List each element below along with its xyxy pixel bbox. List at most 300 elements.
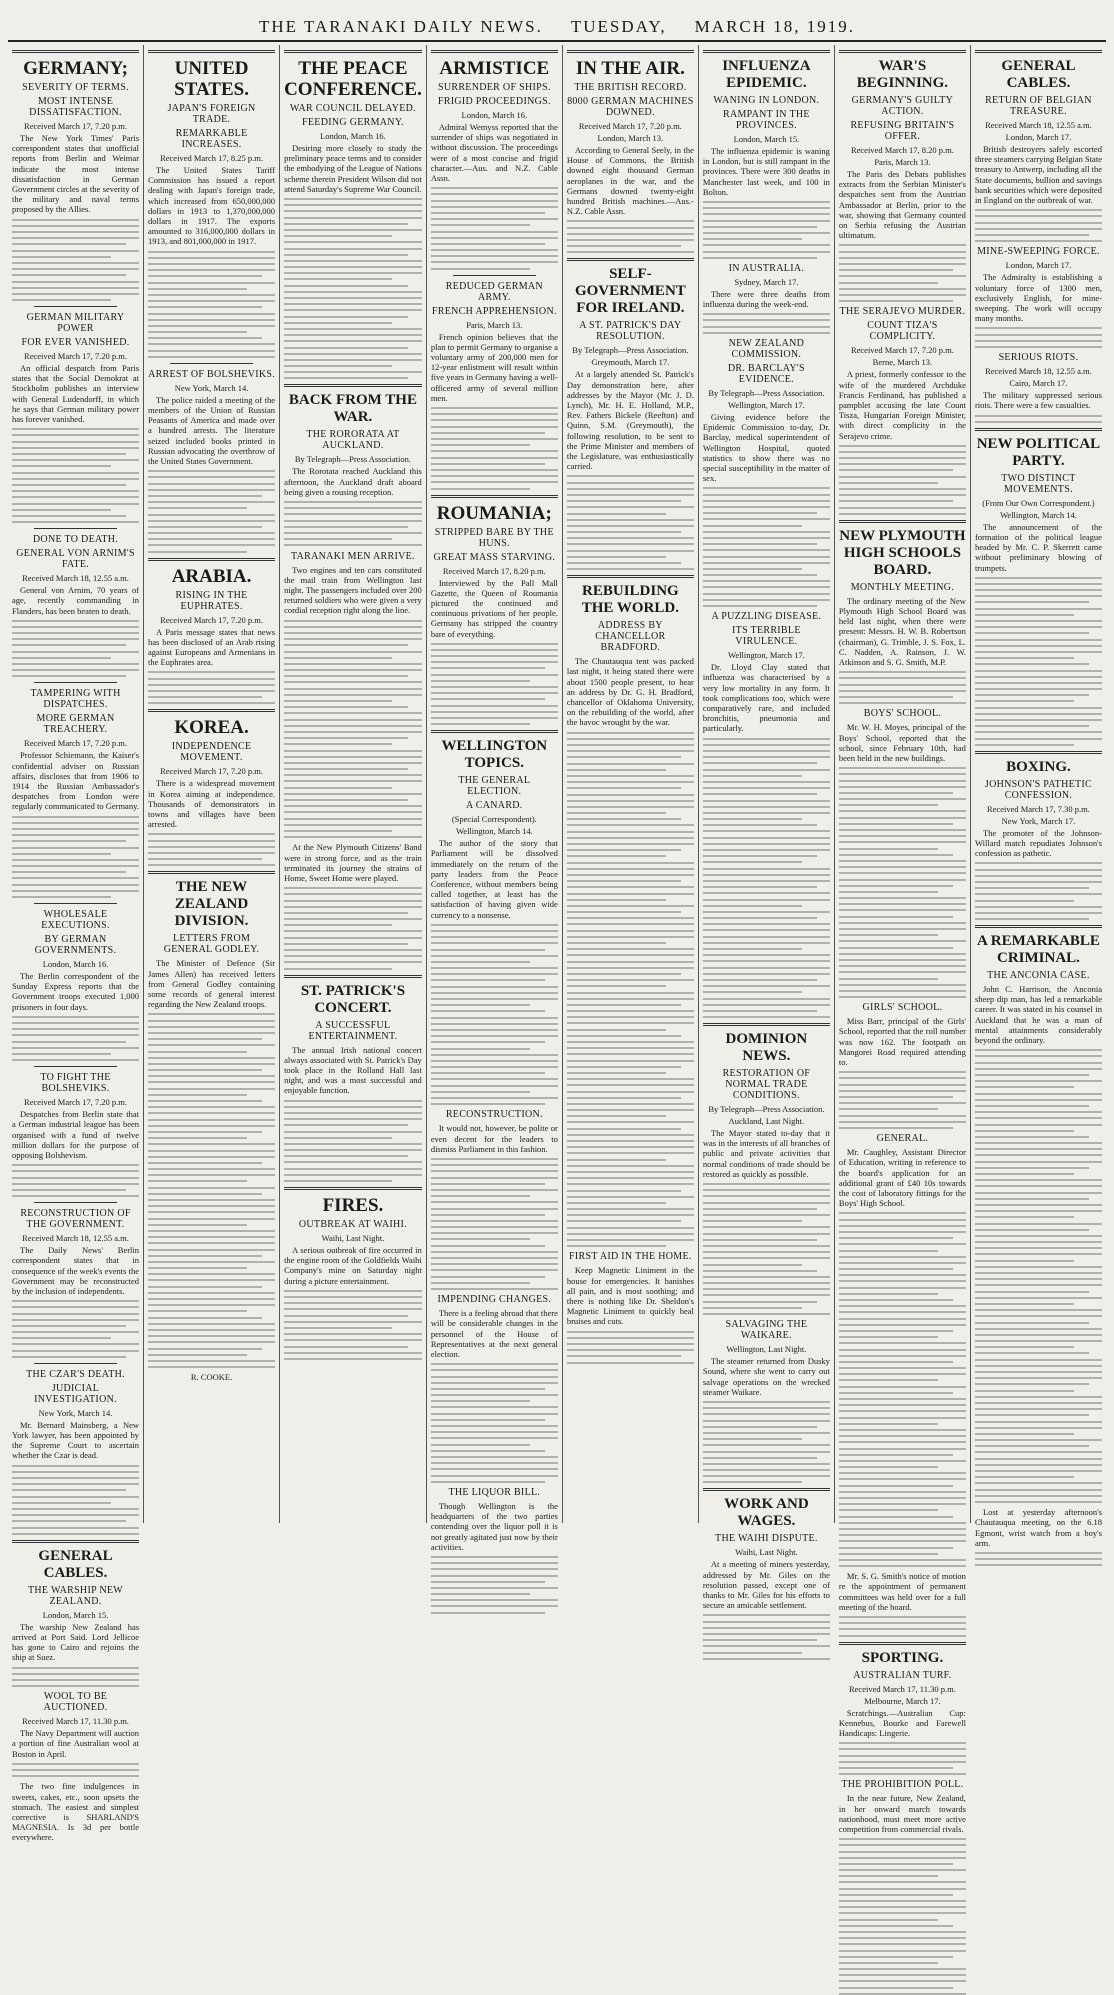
dateline: Melbourne, March 17.: [864, 1695, 941, 1706]
article-text: Despatches from Berlin state that a German industrial league has been organised with a fund of twelve million dollars for the purpose of opposing Bolshevism.: [12, 1109, 140, 1160]
dateline: London, March 13.: [597, 133, 664, 143]
subheading: THE CZAR'S DEATH.: [26, 1368, 125, 1380]
section-divider: [34, 306, 117, 307]
column-4: [426, 45, 562, 1552]
article-text: British destroyers safely escorted three steamers carrying Belgian State treasury to Antwerp, including all the State documents, bullion and savings bank securities which were deposited in England on the outbreak of war.: [974, 144, 1102, 206]
subheading: FRENCH APPREHENSION.: [431, 305, 557, 317]
headline-divider: [148, 871, 275, 874]
article-text: The military suppressed serious riots. There were a few casualties.: [974, 390, 1102, 411]
illegible-body-text: [12, 219, 139, 301]
dateline: London, March 15.: [733, 134, 800, 144]
illegible-body-text: [703, 313, 830, 334]
dateline: By Telegraph—Press Association.: [572, 345, 689, 356]
illegible-body-text: [431, 643, 558, 725]
illegible-body-text: [839, 767, 966, 998]
headline-divider: [12, 50, 139, 53]
subheading: REMARKABLE INCREASES.: [175, 128, 248, 150]
illegible-body-text: [703, 201, 830, 259]
dateline: Received March 17, 7.20 p.m.: [24, 738, 127, 749]
subheading: ITS TERRIBLE VIRULENCE.: [732, 625, 801, 648]
subheading: REDUCED GERMAN ARMY.: [445, 280, 543, 303]
dateline: Received March 17, 7.20 p.m.: [850, 345, 954, 356]
issue-day: TUESDAY,: [570, 17, 667, 36]
illegible-body-text: [148, 1013, 275, 1368]
subheading: THE GENERAL ELECTION.: [458, 775, 531, 798]
article-text: At a meeting of miners yesterday, addressed by Mr. Giles on the resolution passed, except one of thanks to Mr. Giles for his efforts to secure an amicable settlement.: [702, 1559, 830, 1611]
dateline: Received March 17, 11.30 p.m.: [848, 1683, 956, 1694]
illegible-body-text: [12, 1016, 139, 1061]
headline: GENERAL CABLES.: [38, 1547, 113, 1581]
illegible-body-text: [839, 1742, 966, 1775]
illegible-body-text: [703, 1614, 830, 1659]
subheading: TWO DISTINCT MOVEMENTS.: [1001, 472, 1076, 495]
subheading: FRIGID PROCEEDINGS.: [437, 96, 551, 107]
headline-divider: [284, 1187, 422, 1190]
dateline: London, March 15.: [42, 1609, 109, 1620]
subheading: THE RORORATA AT AUCKLAND.: [306, 429, 400, 452]
subheading: MORE GERMAN TREACHERY.: [36, 713, 115, 736]
article-text: The Rorotata reached Auckland this afternoon, the Auckland draft aboard being given a rousing reception.: [284, 466, 422, 497]
article-text: Mr. Bernard Mainsberg, a New York lawyer, has been appointed by the Supreme Court to ascertain whether the Czar is dead.: [12, 1419, 140, 1461]
column-8: [970, 45, 1106, 1548]
headline: ROUMANIA;: [436, 502, 552, 524]
subheading: FOR EVER VANISHED.: [21, 337, 130, 349]
illegible-body-text: [567, 220, 694, 253]
illegible-body-text: [12, 1465, 139, 1535]
subheading: SEVERITY OF TERMS.: [22, 82, 129, 93]
headline: UNITED STATES.: [174, 58, 249, 100]
dateline: Received March 17, 7.20 p.m.: [24, 351, 127, 362]
subheading: FIRST AID IN THE HOME.: [569, 1251, 692, 1263]
headline-divider: [975, 751, 1102, 754]
subheading: SURRENDER OF SHIPS.: [437, 82, 551, 93]
article-text: Dr. Lloyd Clay stated that influenza was characterised by a very low mortality in any form. It took complications too, which were comparatively rare, and included bronchitis, pneumonia and particularly.: [702, 662, 830, 734]
dateline: Paris, March 13.: [466, 319, 523, 330]
article-text: Keep Magnetic Liniment in the house for emergencies. It banishes all pain, and is most soothing; and there is nothing like Dr. Sheldon's Magnetic Liniment to quickly heal bruises and cuts.: [566, 1265, 694, 1327]
dateline: New York, March 14.: [38, 1407, 113, 1418]
subheading: THE BRITISH RECORD.: [574, 82, 687, 93]
headline: NEW PLYMOUTH HIGH SCHOOLS BOARD.: [839, 527, 966, 578]
subheading: DR. BARCLAY'S EVIDENCE.: [727, 363, 805, 386]
dateline: Waihi, Last Night.: [321, 1233, 385, 1244]
article-text: The warship New Zealand has arrived at Port Said. Lord Jellicoe has gone to Cairo and rejoins the ship at Suez.: [12, 1621, 140, 1663]
dateline: Auckland, Last Night.: [728, 1116, 805, 1127]
section-divider: [34, 903, 117, 904]
subheading: 8000 GERMAN MACHINES DOWNED.: [567, 96, 694, 118]
headline-divider: [284, 384, 422, 387]
article-text: The Chautauqua tent was packed last night, it being stated there were about 1500 people present, to hear an address by Dr. G. H. Bradford, chancellor of Oklahoma University, on the rebuilding of the world, after the havoc wrought by the war.: [566, 656, 694, 728]
subheading: WANING IN LONDON.: [713, 95, 820, 106]
subheading: DONE TO DEATH.: [32, 534, 119, 546]
subheading: WOOL TO BE AUCTIONED.: [43, 1691, 108, 1714]
headline-divider: [567, 575, 694, 578]
subheading: WHOLESALE EXECUTIONS.: [41, 909, 110, 932]
article-text: Scratchings.—Australian Cup: Kennebus, Bourke and Farewell Handicaps: Lingerie.: [838, 1707, 966, 1739]
dateline: New York, March 17.: [1001, 815, 1076, 826]
headline-divider: [839, 1642, 966, 1645]
subheading: RISING IN THE EUPHRATES.: [175, 589, 248, 612]
article-text: The steamer returned from Dusky Sound, where she went to carry out salvage operations on the wrecked steamer Waikare.: [702, 1356, 830, 1397]
headline: KOREA.: [174, 717, 249, 739]
subheading: SERIOUS RIOTS.: [998, 352, 1079, 364]
headline: WELLINGTON TOPICS.: [441, 738, 548, 772]
headline: A REMARKABLE CRIMINAL.: [976, 933, 1100, 967]
illegible-body-text: [839, 244, 966, 302]
headline-divider: [148, 50, 275, 53]
section-divider: [34, 528, 117, 529]
subheading: THE SERAJEVO MURDER.: [839, 306, 966, 318]
subheading: WAR COUNCIL DELAYED.: [289, 103, 416, 114]
article-text: Interviewed by the Pall Mall Gazette, the Queen of Roumania pictured the continued and continuous privations of her people. Germany has stripped the country bare of everything.: [430, 577, 558, 639]
headline-divider: [839, 520, 966, 523]
article-text: A Paris message states that news has been disclosed of an Arab rising against Europeans and Armenians in the Euphrates area.: [148, 626, 276, 668]
article-text: The United States Tariff Commission has issued a report dealing with Japan's foreign trade, which increased from 650,000,000 dollars in 1913 to 1,370,000,000 dollars in 1917. The exports amounted to 316,000,000 dollars in 1913, and 801,000,000 in 1917.: [148, 165, 276, 247]
illegible-body-text: [431, 187, 558, 269]
article-text: The police raided a meeting of the members of the Union of Russian Peasants of America and made over a hundred arrests. The literature seized included books printed in Russian advocating the overthrow of the United States Government.: [148, 394, 276, 467]
dateline: Received March 18, 12.55 a.m.: [22, 1233, 129, 1244]
illegible-body-text: [975, 209, 1102, 242]
article-text: The New York Times' Paris correspondent states that unofficial reports from Berlin and Weimar indicate the most intense dissatisfaction in German Government circles at the severity of the military and naval terms proposed by the Allies.: [12, 133, 140, 215]
issue-date: MARCH 18, 1919.: [694, 17, 856, 36]
illegible-body-text: [703, 738, 830, 1018]
article-text: The Minister of Defence (Sir James Allen) has received letters from General Godley containing some records of general interest regarding the New Zealand troops.: [148, 958, 276, 1010]
subheading: MONTHLY MEETING.: [850, 581, 955, 593]
subheading: STRIPPED BARE BY THE HUNS.: [434, 526, 554, 549]
article-text: Admiral Wemyss reported that the surrender of ships was negotiated in without discussion. The proceedings were of a most concise and frigid character.—Aus. and N.Z. Cable Assn.: [430, 122, 558, 184]
subheading: JUDICIAL INVESTIGATION.: [34, 1382, 117, 1405]
subheading: MOST INTENSE DISSATISFACTION.: [29, 96, 122, 118]
dateline: Received March 17, 8.25 p.m.: [160, 153, 263, 163]
article-text: Mr. S. G. Smith's notice of motion re the appointment of permanent committees was held over for a full meeting of the board.: [838, 1571, 966, 1612]
subheading: GERMAN MILITARY POWER: [26, 312, 125, 335]
article-text: The Paris des Debats publishes extracts from the Serbian Minister's despatches sent from the Austrian Ambassador at Berlin, prior to the war, showing that Germany counted on Serbia refusing the Austrian ultimatum.: [838, 169, 966, 241]
illegible-body-text: [284, 620, 422, 839]
subheading: BY GERMAN GOVERNMENTS.: [34, 934, 117, 957]
dateline: Sydney, March 17.: [734, 276, 799, 287]
headline: WORK AND WAGES.: [724, 1496, 809, 1530]
dateline: Received March 18, 12.55 a.m.: [985, 366, 1092, 377]
article-text: The promoter of the Johnson-Willard match repudiates Johnson's confession as pathetic.: [974, 827, 1102, 859]
article-text: Desiring more closely to study the preliminary peace terms and to consider the embodying of the League of Nations scheme therein President Wilson did not attend Saturday's Supreme War Council.: [284, 143, 422, 194]
paper-name: THE TARANAKI DAILY NEWS.: [258, 17, 543, 36]
subheading: NEW ZEALAND COMMISSION.: [728, 338, 805, 361]
headline: ST. PATRICK'S CONCERT.: [300, 982, 406, 1016]
dateline: Received March 17, 7.30 p.m.: [986, 803, 1090, 814]
illegible-body-text: [284, 501, 422, 546]
dateline: London, March 17.: [1005, 132, 1072, 142]
headline: SPORTING.: [861, 1649, 944, 1666]
article-text: At the New Plymouth Citizens' Band were in strong force, and as the train terminated its journey the strains of Home, Sweet Home were played.: [284, 842, 422, 883]
headline: ARMISTICE: [439, 58, 550, 79]
illegible-body-text: [431, 1363, 558, 1483]
illegible-body-text: [12, 1667, 139, 1688]
illegible-body-text: [975, 862, 1102, 920]
illegible-body-text: [431, 1158, 558, 1290]
subheading: AUSTRALIAN TURF.: [853, 1669, 952, 1681]
subheading: FEEDING GERMANY.: [302, 117, 404, 128]
headline: FIRES.: [322, 1195, 384, 1217]
illegible-body-text: [12, 1300, 139, 1358]
illegible-body-text: [975, 1552, 1102, 1566]
illegible-body-text: [148, 833, 275, 866]
section-divider: [170, 363, 253, 364]
subheading: GREAT MASS STARVING.: [433, 551, 556, 563]
article-text: Giving evidence before the Epidemic Commission to-day, Dr. Barclay, medical superintendent of Wellington Hospital, quoted statistics to show there was no special susceptibility in the matter of sex.: [702, 412, 830, 484]
headline-divider: [431, 50, 558, 53]
illegible-body-text: [148, 470, 275, 552]
subheading: COUNT TIZA'S COMPLICITY.: [867, 320, 938, 343]
article-text: At a largely attended St. Patrick's Day demonstration here, after addresses by the Mayor (Mr. J. D. Lynch), Mr. H. E. Holland, M.P., Rev. Fathers Bickele (Reefton) and Quinn, S.M. (Greymouth), the following resolution, to be sent to the Prime Minister and members of the Legislature, was enthusiastically carried.: [566, 369, 694, 472]
illegible-body-text: [975, 1049, 1102, 1503]
article-text: Mr. Caughley, Assistant Director of Education, writing in reference to the board's application for an additional grant of £40 10s towards the cost of laboratory fittings for the Boys' High School.: [838, 1147, 966, 1209]
headline-divider: [284, 975, 422, 978]
article-text: General von Arnim, 70 years of age, recently commanding in Flanders, has been beaten to death.: [12, 585, 140, 616]
headline: ARABIA.: [171, 565, 252, 587]
subheading: RETURN OF BELGIAN TREASURE.: [985, 95, 1092, 117]
illegible-body-text: [284, 887, 422, 969]
headline-divider: [148, 558, 275, 561]
subheading: THE LIQUOR BILL.: [448, 1486, 541, 1498]
column-6: [698, 45, 834, 1611]
article-text: The Admiralty is establishing a voluntary force of 1300 men, exclusively English, for mine-sweeping. The work will occupy many months.: [974, 272, 1102, 324]
illegible-body-text: [284, 1100, 422, 1182]
headline-divider: [703, 1023, 830, 1026]
dateline: Waihi, Last Night.: [735, 1547, 798, 1558]
subheading: SALVAGING THE WAIKARE.: [725, 1319, 808, 1342]
illegible-body-text: [567, 732, 694, 1248]
article-text: French opinion believes that the plan to permit Germany to organise a voluntary army of 200,000 men for 12-year enlistment will result within five years in Germany having a well-officered army of several million men.: [430, 331, 558, 403]
headline: WAR'S BEGINNING.: [856, 58, 949, 91]
illegible-body-text: [975, 577, 1102, 746]
subheading: IN AUSTRALIA.: [728, 262, 805, 274]
illegible-body-text: [284, 1290, 422, 1360]
article-text: The Berlin correspondent of the Sunday Express reports that the Government troops executed 1,000 prisoners in four days.: [12, 971, 140, 1012]
headline: IN THE AIR.: [575, 58, 685, 79]
article-text: There is a feeling abroad that there will be considerable changes in the personnel of the House of Representatives at the next general election.: [430, 1308, 558, 1359]
article-text: The Daily News' Berlin correspondent states that in consequence of the week's events the Government may be reconstructed by the inclusion of independents.: [12, 1245, 140, 1296]
illegible-body-text: [148, 671, 275, 704]
subheading: THE ANCONIA CASE.: [987, 970, 1090, 982]
article-text: Though Wellington is the headquarters of the two parties contending over the liquor poll it is not greatly agitated just now by their activities.: [430, 1500, 558, 1552]
section-divider: [453, 275, 536, 276]
article-text: The influenza epidemic is waning in London, but is still rampant in the provinces. There were 300 deaths in Manchester last week, and 100 in Bolton.: [702, 146, 830, 197]
illegible-body-text: [567, 1331, 694, 1364]
dateline: Wellington, March 17.: [728, 650, 805, 661]
section-divider: [34, 1066, 117, 1067]
subheading: THE PROHIBITION POLL.: [841, 1779, 964, 1791]
subheading: JOHNSON'S PATHETIC CONFESSION.: [984, 778, 1093, 801]
illegible-body-text: [703, 1183, 830, 1315]
dateline: By Telegraph—Press Association.: [708, 388, 825, 399]
illegible-body-text: [839, 1838, 966, 1995]
headline-divider: [703, 50, 830, 53]
subheading: RAMPANT IN THE PROVINCES.: [722, 109, 810, 131]
article-text: According to General Seely, in the House of Commons, the British downed eight thousand German aeroplanes in the war, and the Germans downed twenty-eight hundred British machines.—Aus.-N.Z. Cable Assn.: [566, 145, 694, 217]
headline: BOXING.: [1006, 758, 1071, 775]
subheading: INDEPENDENCE MOVEMENT.: [171, 741, 252, 764]
dateline: (Special Correspondent).: [451, 814, 537, 825]
illegible-body-text: [567, 475, 694, 570]
dateline: R. COOKE.: [190, 1372, 233, 1383]
subheading: IMPENDING CHANGES.: [437, 1294, 552, 1306]
subheading: A CANARD.: [466, 800, 523, 812]
article-text: Lost at yesterday afternoon's Chautauqua meeting, on the 6.18 Egmont, wrist watch from a boy's arm.: [974, 1507, 1102, 1548]
illegible-body-text: [839, 671, 966, 704]
illegible-body-text: [839, 1616, 966, 1637]
dateline: By Telegraph—Press Association.: [294, 454, 411, 465]
subheading: ARREST OF BOLSHEVIKS.: [148, 368, 276, 380]
headline-divider: [703, 1488, 830, 1491]
subheading: TAMPERING WITH DISPATCHES.: [30, 688, 121, 711]
illegible-body-text: [12, 1164, 139, 1197]
headline: INFLUENZA EPIDEMIC.: [722, 58, 811, 91]
subheading: GIRLS' SCHOOL.: [862, 1002, 943, 1014]
headline-divider: [567, 258, 694, 261]
headline-divider: [975, 428, 1102, 431]
dateline: By Telegraph—Press Association.: [708, 1104, 825, 1115]
subheading: RESTORATION OF NORMAL TRADE CONDITIONS.: [722, 1068, 811, 1102]
illegible-body-text: [12, 620, 139, 678]
subheading: THE WARSHIP NEW ZEALAND.: [27, 1584, 124, 1607]
section-divider: [34, 682, 117, 683]
article-text: The two fine indulgences in sweets, cakes, etc., soon upsets the stomach. The easiest and simplest corrective is SHARLAND'S MAGNESIA. Is 3d per bottle everywhere.: [12, 1781, 140, 1843]
dateline: Received March 17, 7.20 p.m.: [24, 1097, 127, 1108]
section-divider: [34, 1363, 117, 1364]
subheading: RECONSTRUCTION OF THE GOVERNMENT.: [20, 1208, 131, 1231]
subheading: TO FIGHT THE BOLSHEVIKS.: [40, 1072, 111, 1095]
article-text: In the near future, New Zealand, in her onward march towards nationhood, must meet more active competition from commercial rivals.: [838, 1793, 966, 1834]
headline: GENERAL CABLES.: [1001, 58, 1076, 91]
dateline: Greymouth, March 17.: [591, 357, 670, 368]
column-3: [279, 45, 426, 1523]
subheading: A ST. PATRICK'S DAY RESOLUTION.: [579, 320, 682, 343]
dateline: Received March 17, 7.20 p.m.: [578, 121, 682, 131]
dateline: Wellington, March 17.: [728, 400, 805, 411]
article-text: There is a widespread movement in Korea aiming at independence. Thousands of demonstrators in towns and villages have been arrested.: [148, 778, 276, 830]
headline-divider: [567, 50, 694, 53]
illegible-body-text: [839, 1212, 966, 1567]
article-text: There were three deaths from influenza during the week-end.: [702, 288, 830, 310]
column-1: [8, 45, 143, 1843]
illegible-body-text: [431, 924, 558, 1105]
article-text: The ordinary meeting of the New Plymouth High School Board was held last night, when there were present: Messrs. H. W. B. Robertson (chairman), G. Trimble, J. S. Fox, L. C. Nadden, A. Rainson, J. W. Atkinson and S. G. Smith, M.P.: [838, 595, 966, 667]
subheading: ADDRESS BY CHANCELLOR BRADFORD.: [595, 620, 666, 654]
illegible-body-text: [284, 198, 422, 379]
headline: NEW POLITICAL PARTY.: [976, 435, 1101, 469]
headline: GERMANY;: [23, 58, 128, 79]
headline-divider: [975, 50, 1102, 53]
subheading: A PUZZLING DISEASE.: [711, 611, 822, 623]
illegible-body-text: [431, 407, 558, 489]
dateline: London, March 17.: [1005, 260, 1072, 271]
newspaper-page: [8, 7, 1106, 1843]
illegible-body-text: [12, 816, 139, 898]
illegible-body-text: [839, 1071, 966, 1129]
dateline: Received March 17, 11.30 p.m.: [22, 1716, 129, 1727]
subheading: GENERAL VON ARNIM'S FATE.: [16, 548, 135, 571]
dateline: Paris, March 13.: [874, 157, 931, 167]
article-text: Miss Barr, principal of the Girls' School, reported that the roll number was now 162. The footpath on Mangorei Road required attending to.: [838, 1016, 966, 1068]
illegible-body-text: [975, 327, 1102, 348]
article-text: It would not, however, be polite or even decent for the leaders to dismiss Parliament in this fashion.: [430, 1123, 558, 1154]
article-text: Two engines and ten cars constituted the mail train from Wellington last night. The passengers included over 200 returned soldiers who were given a very cordial reception right along the line.: [284, 564, 422, 616]
article-text: The announcement of the formation of the political league headed by Mr. C. P. Skerrett came without preliminary blowing of trumpets.: [974, 521, 1102, 573]
headline: DOMINION NEWS.: [725, 1031, 808, 1065]
subheading: GERMANY'S GUILTY ACTION.: [851, 95, 954, 117]
dateline: Wellington, March 14.: [455, 826, 533, 837]
dateline: Received March 17, 7.20 p.m.: [160, 614, 263, 625]
dateline: Cairo, March 17.: [1009, 378, 1068, 389]
dateline: Received March 17, 7.20 p.m.: [160, 766, 263, 777]
dateline: London, March 16.: [320, 131, 386, 141]
illegible-body-text: [148, 251, 275, 358]
subheading: JAPAN'S FOREIGN TRADE.: [167, 103, 256, 125]
column-7: [834, 45, 970, 1834]
dateline: Wellington, Last Night.: [726, 1344, 807, 1355]
dateline: Received March 17, 7.20 p.m.: [24, 121, 127, 131]
article-text: Mr. W. H. Moyes, principal of the Boys' School, reported that the school, since February 10th, had been held in the new buildings.: [838, 722, 966, 763]
headline: THE PEACE CONFERENCE.: [284, 58, 422, 100]
subheading: THE WAIHI DISPUTE.: [715, 1533, 818, 1545]
masthead: [8, 7, 1106, 42]
headline: REBUILDING THE WORLD.: [581, 583, 679, 617]
illegible-body-text: [703, 1401, 830, 1483]
article-text: The Mayor stated to-day that it was in the interests of all branches of public and private activities that normal conditions of trade should be restored as quickly as possible.: [702, 1128, 830, 1179]
illegible-body-text: [975, 415, 1102, 423]
column-2: [143, 45, 279, 1523]
subheading: OUTBREAK AT WAIHI.: [298, 1219, 407, 1231]
headline: SELF-GOVERNMENT FOR IRELAND.: [574, 266, 686, 317]
headline-divider: [284, 50, 422, 53]
headline-divider: [12, 1540, 139, 1543]
headline-divider: [431, 495, 558, 498]
subheading: TARANAKI MEN ARRIVE.: [291, 550, 415, 562]
article-text: The Navy Department will auction a portion of fine Australian wool at Boston in April.: [12, 1728, 140, 1759]
article-text: An official despatch from Paris states that the Social Demokrat at Stockholm publishes an interview with General Ludendorff, in which he says that German military power has forever vanished.: [12, 363, 140, 425]
article-text: Professor Schiemann, the Kaiser's confidential adviser on Russian affairs, discloses that from 1906 to 1914 the Russian Ambassador's despatches from London were regularly communicated to Germany.: [12, 750, 140, 812]
article-text: A priest, formerly confessor to the wife of the murdered Archduke Francis Ferdinand, has published a pamphlet accusing the late Count Tisza, Hungarian Foreign Minister, with direct complicity in the Serajevo crime.: [838, 369, 966, 441]
dateline: Received March 17, 8.20 p.m.: [442, 565, 546, 576]
subheading: MINE-SWEEPING FORCE.: [977, 246, 1100, 258]
article-text: John C. Harrison, the Anconia sheep dip man, has led a remarkable career. It was stated in his counsel in Auckland that he was a man of mental attainments considerably beyond the ordinary.: [974, 984, 1102, 1046]
subheading: RECONSTRUCTION.: [445, 1109, 543, 1121]
subheading: GENERAL.: [876, 1133, 929, 1145]
section-divider: [34, 1202, 117, 1203]
dateline: Wellington, March 14.: [1000, 509, 1077, 520]
headline-divider: [839, 50, 966, 53]
headline: BACK FROM THE WAR.: [288, 392, 417, 426]
dateline: Received March 17, 8.20 p.m.: [850, 145, 954, 155]
subheading: LETTERS FROM GENERAL GODLEY.: [163, 933, 260, 956]
subheading: REFUSING BRITAIN'S OFFER.: [850, 120, 955, 142]
article-text: A serious outbreak of fire occurred in the engine room of the Goldfields Waihi Company's mine on Saturday night during a picture entertainment.: [284, 1245, 422, 1286]
illegible-body-text: [12, 428, 139, 523]
headline-divider: [431, 730, 558, 733]
column-5: [562, 45, 698, 1523]
subheading: BOYS' SCHOOL.: [863, 708, 942, 720]
dateline: London, March 16.: [42, 959, 109, 970]
article-text: The author of the story that Parliament will be dissolved immediately on the return of the party leaders from the Peace Conference, without members being called together, at least has the satisfaction of having given wide currency to a nonsense.: [430, 838, 558, 920]
dateline: London, March 16.: [461, 110, 528, 120]
headline-divider: [148, 709, 275, 712]
dateline: Berne, March 13.: [872, 357, 933, 368]
subheading: A SUCCESSFUL ENTERTAINMENT.: [308, 1019, 398, 1042]
headline: THE NEW ZEALAND DIVISION.: [174, 879, 249, 930]
illegible-body-text: [703, 487, 830, 607]
illegible-body-text: [431, 1556, 558, 1614]
headline-divider: [975, 925, 1102, 928]
dateline: (From Our Own Correspondent.): [982, 497, 1095, 508]
